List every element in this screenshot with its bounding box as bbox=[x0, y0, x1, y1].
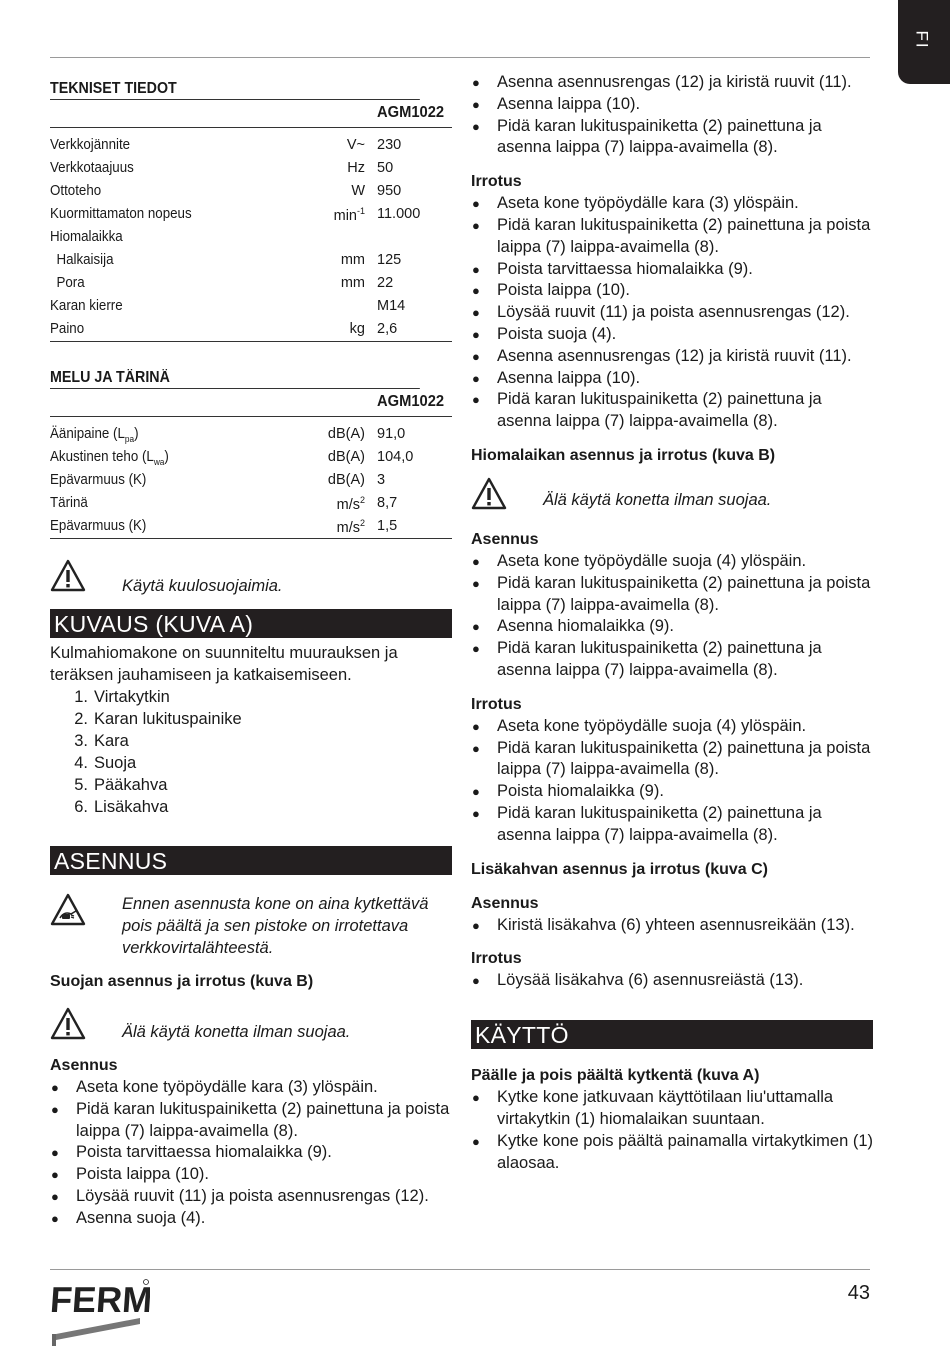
list-item bbox=[50, 708, 452, 730]
list-number: 1. bbox=[74, 688, 88, 706]
disc-remove-label: Irrotus bbox=[471, 695, 522, 713]
spec-value: 104,0 bbox=[377, 449, 414, 465]
spec-unit: dB(A) bbox=[327, 472, 365, 488]
hearing-warning bbox=[50, 559, 452, 609]
spec-unit: mm bbox=[340, 252, 365, 268]
spec-name: Verkkotaajuus bbox=[50, 160, 134, 176]
specs-table bbox=[50, 134, 452, 341]
spec-label bbox=[50, 449, 169, 467]
spec-unit-superscript: 2 bbox=[359, 518, 365, 528]
spec-label bbox=[50, 426, 139, 444]
warning-triangle-icon bbox=[471, 477, 543, 516]
spec-name-subscript: pa bbox=[124, 433, 135, 444]
switch-heading: Päälle ja pois päältä kytkentä (kuva A) bbox=[471, 1067, 760, 1085]
bullet-item: ● Löysää ruuvit (11) ja poista asennusrengas (12). bbox=[471, 302, 873, 324]
bullet-item: ● Kiristä lisäkahva (6) yhteen asennusreikään (13). bbox=[471, 915, 873, 937]
disc-warning bbox=[471, 477, 873, 529]
list-number: 3. bbox=[74, 732, 88, 750]
spec-name-end: ) bbox=[164, 449, 169, 465]
spec-value: 230 bbox=[377, 137, 402, 153]
guard-mount-list bbox=[50, 1077, 452, 1230]
spec-value: 1,5 bbox=[377, 518, 398, 534]
spec-label bbox=[50, 495, 88, 511]
asennus-heading: ASENNUS bbox=[50, 846, 452, 875]
spec-row bbox=[50, 226, 452, 249]
unplug-warning bbox=[50, 893, 452, 959]
spec-row bbox=[50, 492, 452, 515]
bullet-item: ● Pidä karan lukituspainiketta (2) painettuna ja asenna laippa (7) laippa-avaimella (8). bbox=[471, 116, 873, 160]
brand-wordmark: FERM bbox=[50, 1279, 150, 1320]
list-item bbox=[50, 752, 452, 774]
spec-name: Halkaisija bbox=[56, 252, 114, 268]
spec-unit-superscript: -1 bbox=[356, 206, 365, 216]
bullet-item: ● Aseta kone työpöydälle kara (3) ylöspäin. bbox=[471, 193, 873, 215]
spec-unit: dB(A) bbox=[327, 449, 365, 465]
spec-unit: m/s bbox=[336, 519, 360, 536]
parts-list bbox=[50, 686, 452, 818]
spec-value: 8,7 bbox=[377, 495, 398, 511]
list-number: 6. bbox=[74, 798, 88, 816]
switch-list bbox=[471, 1087, 873, 1174]
left-column bbox=[50, 72, 452, 1230]
spec-name-subscript: wa bbox=[153, 456, 165, 467]
bullet-item: ● Kytke kone pois päältä painamalla virtakytkimen (1) alaosaa. bbox=[471, 1131, 873, 1175]
spec-label bbox=[50, 229, 123, 245]
list-text: Virtakytkin bbox=[94, 688, 170, 706]
disc-heading: Hiomalaikan asennus ja irrotus (kuva B) bbox=[471, 446, 776, 464]
unplug-warning-icon bbox=[50, 893, 122, 932]
spec-unit: mm bbox=[340, 275, 365, 291]
disc-warning-text: Älä käytä konetta ilman suojaa. bbox=[543, 490, 772, 509]
top-rule bbox=[50, 57, 870, 58]
specs-title: TEKNISET TIEDOT bbox=[50, 72, 420, 100]
bullet-item: ● Asenna asennusrengas (12) ja kiristä ruuvit (11). bbox=[471, 72, 873, 94]
spec-value: 950 bbox=[377, 183, 402, 199]
handle-mount-label: Asennus bbox=[471, 894, 539, 912]
noise-title: MELU JA TÄRINÄ bbox=[50, 361, 420, 389]
bullet-item: ● Poista tarvittaessa hiomalaikka (9). bbox=[50, 1142, 452, 1164]
kuvaus-intro: Kulmahiomakone on suunniteltu muurauksen ja teräksen jauhamiseen ja katkaisemiseen. bbox=[50, 644, 398, 684]
spec-row bbox=[50, 423, 452, 446]
language-tab bbox=[898, 0, 950, 84]
bullet-item: ● Löysää lisäkahva (6) asennusreiästä (13). bbox=[471, 970, 873, 992]
bullet-item: ● Asenna asennusrengas (12) ja kiristä ruuvit (11). bbox=[471, 346, 873, 368]
spec-name: Pora bbox=[56, 275, 85, 291]
bullet-item: ● Pidä karan lukituspainiketta (2) painettuna ja asenna laippa (7) laippa-avaimella (8). bbox=[471, 803, 873, 847]
spec-label bbox=[50, 206, 192, 222]
spec-unit: dB(A) bbox=[327, 426, 365, 442]
spec-row bbox=[50, 469, 452, 492]
bullet-item: ● Pidä karan lukituspainiketta (2) painettuna ja poista laippa (7) laippa-avaimella (8). bbox=[50, 1099, 452, 1143]
list-item bbox=[50, 686, 452, 708]
spec-value: 91,0 bbox=[377, 426, 406, 442]
handle-remove-label: Irrotus bbox=[471, 950, 522, 968]
spec-label bbox=[50, 183, 101, 199]
disc-mount-label: Asennus bbox=[471, 530, 539, 548]
bullet-item: ● Poista laippa (10). bbox=[471, 280, 873, 302]
spec-row bbox=[50, 157, 452, 180]
list-text: Lisäkahva bbox=[94, 798, 169, 816]
noise-table bbox=[50, 423, 452, 538]
spec-unit: W bbox=[351, 183, 365, 199]
disc-remove-list bbox=[471, 716, 873, 847]
spec-label bbox=[50, 252, 114, 268]
spec-value: 50 bbox=[377, 160, 394, 176]
specs-model-row bbox=[50, 100, 452, 128]
spec-name: Tärinä bbox=[50, 495, 88, 511]
spec-row bbox=[50, 318, 452, 341]
spec-unit-cell bbox=[347, 160, 365, 176]
unplug-warning-text: Ennen asennusta kone on aina kytkettävä pois päältä ja sen pistoke on irrotettava verkkovirtalähteestä. bbox=[122, 895, 429, 957]
spec-label bbox=[50, 472, 146, 488]
guard-warning bbox=[50, 1007, 452, 1055]
hearing-warning-text: Käytä kuulosuojaimia. bbox=[122, 577, 283, 595]
spec-unit-cell bbox=[347, 137, 365, 153]
spec-name: Ottoteho bbox=[50, 183, 102, 199]
list-number: 2. bbox=[74, 710, 88, 728]
noise-end-rule bbox=[50, 538, 452, 553]
list-number: 4. bbox=[74, 754, 88, 772]
bullet-item: ● Pidä karan lukituspainiketta (2) painettuna ja asenna laippa (7) laippa-avaimella (8). bbox=[471, 638, 873, 682]
guard-remove-label: Irrotus bbox=[471, 173, 522, 191]
bullet-item: ● Asenna suoja (4). bbox=[50, 1208, 452, 1230]
spec-name: Akustinen teho (L bbox=[50, 449, 154, 465]
ferm-logo bbox=[50, 1274, 150, 1351]
bullet-item: ● Kytke kone jatkuvaan käyttötilaan liu'uttamalla virtakytkin (1) hiomalaikan suuntaan. bbox=[471, 1087, 873, 1131]
spec-value: 22 bbox=[377, 275, 394, 291]
page-number: 43 bbox=[847, 1282, 870, 1304]
spec-label bbox=[50, 298, 123, 314]
bullet-item: ● Poista hiomalaikka (9). bbox=[471, 781, 873, 803]
spec-label bbox=[50, 518, 146, 534]
bullet-item: ● Aseta kone työpöydälle suoja (4) ylöspäin. bbox=[471, 551, 873, 573]
guard-heading: Suojan asennus ja irrotus (kuva B) bbox=[50, 973, 314, 990]
guard-remove-list bbox=[471, 193, 873, 433]
bullet-item: ● Pidä karan lukituspainiketta (2) painettuna ja poista laippa (7) laippa-avaimella (8). bbox=[471, 738, 873, 782]
spec-row bbox=[50, 203, 452, 226]
spec-unit-cell bbox=[341, 252, 365, 268]
spec-row bbox=[50, 295, 452, 318]
spec-name: Epävarmuus (K) bbox=[50, 472, 147, 488]
list-text: Karan lukituspainike bbox=[94, 710, 242, 728]
bullet-item: ● Aseta kone työpöydälle suoja (4) ylöspäin. bbox=[471, 716, 873, 738]
bottom-rule bbox=[50, 1269, 870, 1270]
spec-row bbox=[50, 249, 452, 272]
spec-value: 11.000 bbox=[377, 206, 421, 222]
disc-mount-list bbox=[471, 551, 873, 682]
spec-unit-cell bbox=[334, 206, 365, 224]
handle-heading: Lisäkahvan asennus ja irrotus (kuva C) bbox=[471, 860, 768, 878]
spec-unit: min bbox=[333, 207, 357, 224]
guard-mount-list-continued bbox=[471, 72, 873, 159]
handle-mount-list bbox=[471, 915, 873, 937]
list-item bbox=[50, 774, 452, 796]
bullet-item: ● Pidä karan lukituspainiketta (2) painettuna ja asenna laippa (7) laippa-avaimella (8). bbox=[471, 389, 873, 433]
spec-row bbox=[50, 446, 452, 469]
bullet-item: ● Asenna laippa (10). bbox=[471, 368, 873, 390]
spec-row bbox=[50, 515, 452, 538]
bullet-item: ● Poista laippa (10). bbox=[50, 1164, 452, 1186]
bullet-item: ● Aseta kone työpöydälle kara (3) ylöspäin. bbox=[50, 1077, 452, 1099]
spec-unit-cell bbox=[351, 183, 365, 199]
guard-mount-label: Asennus bbox=[50, 1057, 118, 1074]
list-item bbox=[50, 730, 452, 752]
spec-label bbox=[50, 321, 84, 337]
spec-unit-cell bbox=[337, 518, 365, 536]
noise-model-row bbox=[50, 389, 452, 417]
spec-unit-cell bbox=[328, 426, 365, 442]
spec-name: Kuormittamaton nopeus bbox=[50, 206, 192, 222]
spec-name: Hiomalaikka bbox=[50, 229, 123, 245]
bullet-item: ● Pidä karan lukituspainiketta (2) painettuna ja poista laippa (7) laippa-avaimella (8). bbox=[471, 573, 873, 617]
bullet-item: ● Löysää ruuvit (11) ja poista asennusrengas (12). bbox=[50, 1186, 452, 1208]
bullet-item: ● Pidä karan lukituspainiketta (2) painettuna ja poista laippa (7) laippa-avaimella (8). bbox=[471, 215, 873, 259]
bullet-item: ● Asenna hiomalaikka (9). bbox=[471, 616, 873, 638]
list-text: Suoja bbox=[94, 754, 137, 772]
right-column bbox=[471, 72, 873, 1174]
kuvaus-heading: KUVAUS (KUVA A) bbox=[50, 609, 452, 638]
spec-unit: m/s bbox=[336, 496, 360, 513]
handle-remove-list bbox=[471, 970, 873, 992]
spec-row bbox=[50, 134, 452, 157]
noise-model: AGM1022 bbox=[377, 393, 445, 410]
spec-unit-cell bbox=[337, 495, 365, 513]
spec-label bbox=[50, 137, 130, 153]
spec-label bbox=[50, 160, 134, 176]
list-text: Pääkahva bbox=[94, 776, 168, 794]
spec-value: 125 bbox=[377, 252, 402, 268]
warning-triangle-icon bbox=[50, 559, 122, 598]
spec-name: Paino bbox=[50, 321, 85, 337]
spec-row bbox=[50, 272, 452, 295]
guard-warning-text: Älä käytä konetta ilman suojaa. bbox=[122, 1023, 351, 1041]
spec-value: 3 bbox=[377, 472, 386, 488]
spec-unit-cell bbox=[328, 449, 365, 465]
spec-unit-superscript: 2 bbox=[359, 495, 365, 505]
list-item bbox=[50, 796, 452, 818]
list-text: Kara bbox=[94, 732, 129, 750]
spec-name: Karan kierre bbox=[50, 298, 123, 314]
kaytto-heading: KÄYTTÖ bbox=[471, 1020, 873, 1049]
specs-model: AGM1022 bbox=[377, 104, 445, 121]
spec-label bbox=[50, 275, 85, 291]
spec-value: M14 bbox=[377, 298, 406, 314]
spec-name: Äänipaine (L bbox=[50, 426, 125, 442]
spec-value: 2,6 bbox=[377, 321, 398, 337]
spec-unit: V~ bbox=[346, 137, 365, 153]
bullet-item: ● Poista tarvittaessa hiomalaikka (9). bbox=[471, 259, 873, 281]
spec-unit-cell bbox=[341, 275, 365, 291]
language-code: FI bbox=[912, 30, 932, 50]
warning-triangle-icon bbox=[50, 1007, 122, 1046]
spec-unit-cell bbox=[328, 472, 365, 488]
spec-name: Verkkojännite bbox=[50, 137, 131, 153]
bullet-item: ● Poista suoja (4). bbox=[471, 324, 873, 346]
spec-unit-cell bbox=[350, 321, 365, 337]
bullet-item: ● Asenna laippa (10). bbox=[471, 94, 873, 116]
spec-name: Epävarmuus (K) bbox=[50, 518, 147, 534]
specs-end-rule bbox=[50, 341, 452, 361]
spec-name-end: ) bbox=[134, 426, 139, 442]
spec-unit: Hz bbox=[347, 160, 365, 176]
spec-unit: kg bbox=[349, 321, 365, 337]
spec-row bbox=[50, 180, 452, 203]
list-number: 5. bbox=[74, 776, 88, 794]
